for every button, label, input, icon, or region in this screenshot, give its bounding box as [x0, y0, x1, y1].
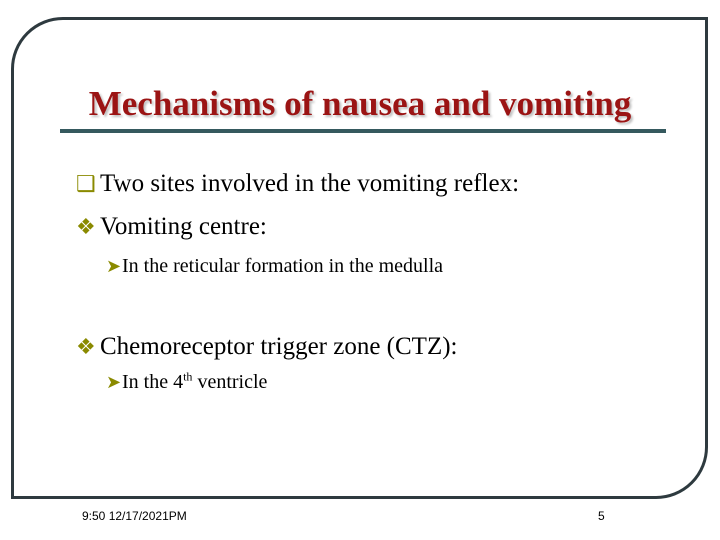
bullet-text-after: ventricle — [192, 371, 268, 393]
bullet-item — [76, 170, 519, 198]
bullet-text: In the reticular formation in the medulla — [122, 255, 443, 277]
bullet-item — [76, 333, 458, 361]
bullet-text-before: In the 4 — [122, 371, 184, 393]
square-bullet-icon: ❑ — [76, 171, 96, 196]
title-underline — [60, 129, 666, 133]
sub-bullet-item — [106, 255, 443, 278]
bullet-item — [76, 213, 267, 241]
diamond-bullet-icon: ❖ — [76, 334, 96, 359]
sub-bullet-item — [106, 371, 267, 394]
arrow-bullet-icon: ➤ — [106, 372, 122, 392]
diamond-bullet-icon: ❖ — [76, 214, 96, 239]
bullet-text: Two sites involved in the vomiting reflex: — [100, 170, 520, 197]
bullet-text: Chemoreceptor trigger zone (CTZ): — [100, 333, 458, 360]
arrow-bullet-icon: ➤ — [106, 256, 122, 276]
slide-title: Mechanisms of nausea and vomiting — [88, 84, 632, 123]
bullet-text: Vomiting centre: — [100, 213, 267, 240]
footer-datetime: 9:50 12/17/2021PM — [82, 509, 187, 523]
bullet-superscript: th — [183, 369, 193, 384]
page-number: 5 — [598, 509, 605, 523]
